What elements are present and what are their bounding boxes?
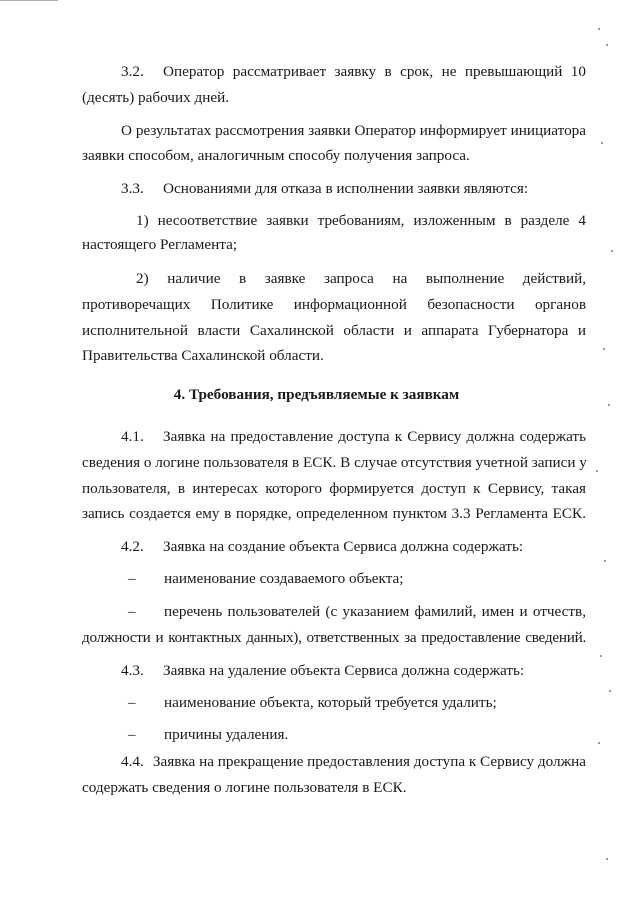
scan-speck — [608, 404, 610, 406]
scan-speck — [596, 470, 598, 472]
dash-marker: – — [128, 726, 136, 743]
clause-number: 4.1. — [121, 428, 144, 445]
top-edge-rule — [0, 0, 58, 1]
scan-speck — [598, 28, 600, 30]
para-text: Основаниями для отказа в исполнении заявки являются: — [163, 180, 529, 197]
scan-speck — [606, 858, 608, 860]
para-4-3-dash-1: наименование объекта, который требуется удалить; — [164, 694, 497, 711]
item-1-line-1: 1) несоответствие заявки требованиям, изложенным в разделе 4 — [136, 212, 586, 229]
para-text: Заявка на предоставление доступа к Сервису должна содержать — [163, 428, 586, 445]
para-3-3-line-1 — [121, 180, 528, 198]
clause-number: 3.2. — [121, 63, 144, 80]
dash-marker: – — [128, 603, 136, 620]
para-3-2-line-1 — [121, 63, 586, 81]
para-results-line-1: О результатах рассмотрения заявки Оператор информирует инициатора — [121, 122, 586, 139]
para-4-2-line-1 — [121, 538, 523, 556]
para-4-1-line-2: сведения о логине пользователя в ЕСК. В случае отсутствия учетной записи у — [82, 454, 587, 471]
para-4-1-line-1 — [121, 428, 586, 446]
scan-speck — [600, 655, 602, 657]
para-4-3-dash-2: причины удаления. — [164, 726, 289, 743]
section-4-heading: 4. Требования, предъявляемые к заявкам — [173, 386, 460, 403]
scan-speck — [603, 348, 605, 350]
scan-speck — [601, 142, 603, 144]
para-4-1-line-4: запись создается ему в порядке, определенном пунктом 3.3 Регламента ЕСК. — [82, 505, 586, 522]
para-4-4-line-2: содержать сведения о логине пользователя в ЕСК. — [82, 779, 407, 796]
item-2-line-4: Правительства Сахалинской области. — [82, 347, 324, 364]
para-text: Оператор рассматривает заявку в срок, не превышающий 10 — [163, 63, 586, 80]
dash-marker: – — [128, 570, 136, 587]
clause-number: 4.3. — [121, 662, 144, 679]
scan-speck — [604, 560, 606, 562]
dash-marker: – — [128, 694, 136, 711]
para-4-4-line-1 — [121, 753, 586, 771]
scan-speck — [611, 250, 613, 252]
item-2-line-3: исполнительной власти Сахалинской области и аппарата Губернатора и — [82, 322, 586, 339]
para-text: Заявка на создание объекта Сервиса должна содержать: — [163, 538, 524, 555]
para-4-2-dash-1: наименование создаваемого объекта; — [164, 570, 404, 587]
para-3-2-line-2: (десять) рабочих дней. — [82, 89, 229, 106]
para-4-3-line-1 — [121, 662, 524, 680]
item-2-line-1: 2) наличие в заявке запроса на выполнение действий, — [136, 270, 586, 287]
item-2-line-2: противоречащих Политике информационной безопасности органов — [82, 296, 586, 313]
clause-number: 3.3. — [121, 180, 144, 197]
para-4-2-dash-2-line-2: должности и контактных данных), ответственных за предоставление сведений. — [82, 629, 586, 646]
scan-speck — [598, 742, 600, 744]
clause-number: 4.2. — [121, 538, 144, 555]
clause-number: 4.4. — [121, 753, 144, 770]
scan-speck — [606, 44, 608, 46]
para-text: Заявка на прекращение предоставления доступа к Сервису должна — [152, 753, 586, 770]
scan-speck — [609, 690, 611, 692]
para-4-2-dash-2-line-1: перечень пользователей (с указанием фамилий, имен и отчеств, — [164, 603, 586, 620]
para-text: Заявка на удаление объекта Сервиса должна содержать: — [163, 662, 525, 679]
para-4-1-line-3: пользователя, в интересах которого формируется доступ к Сервису, такая — [82, 480, 586, 497]
item-1-line-2: настоящего Регламента; — [82, 236, 238, 253]
para-results-line-2: заявки способом, аналогичным способу получения запроса. — [82, 147, 470, 164]
